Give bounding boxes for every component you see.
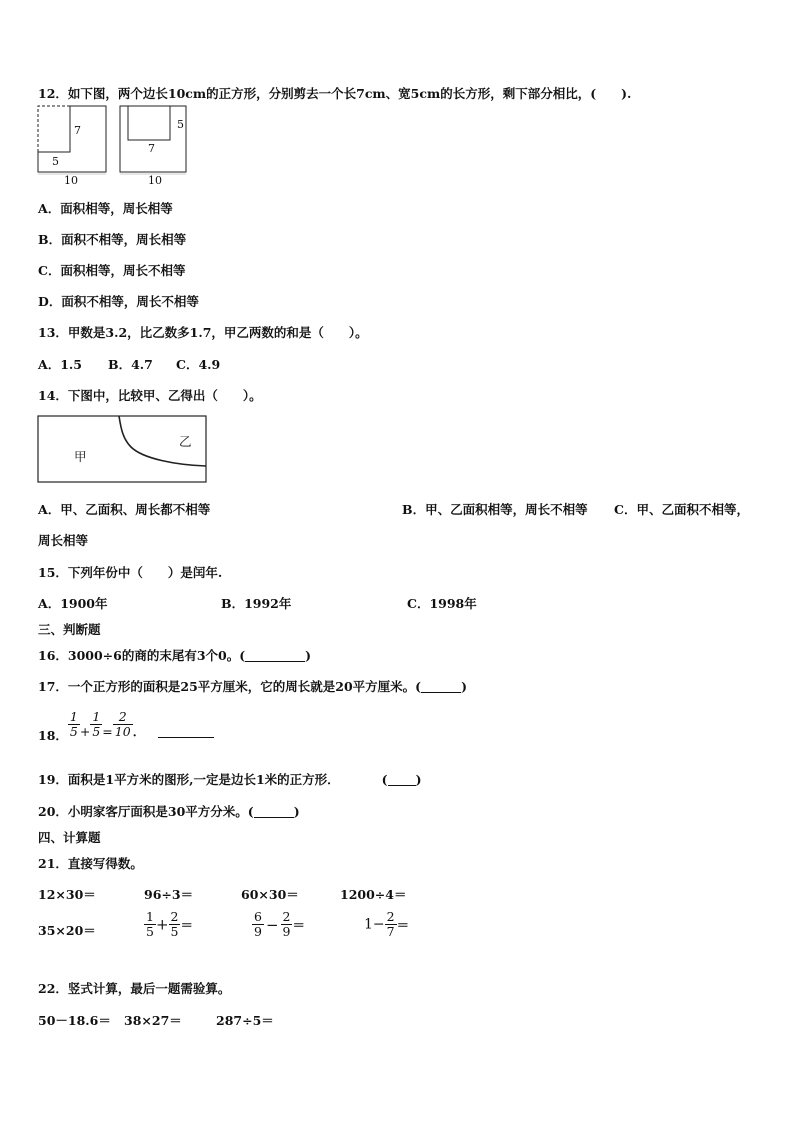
q15-option-b: B．1992年 bbox=[221, 596, 292, 611]
fig2-outer-square bbox=[120, 106, 186, 172]
q14-option-c: C．甲、乙面积不相等， bbox=[614, 502, 749, 517]
q16-answer-blank[interactable] bbox=[245, 649, 305, 662]
q21-expr-1: 12×30＝ bbox=[38, 887, 96, 902]
q13-option-a: A．1.5 bbox=[38, 357, 82, 372]
fig2-label-5: 5 bbox=[177, 118, 184, 131]
q14-option-b: B．甲、乙面积相等，周长不相等 bbox=[402, 502, 588, 517]
q20-answer-blank[interactable] bbox=[254, 805, 294, 818]
q22-item-3: 287÷5＝ bbox=[216, 1013, 274, 1028]
q12-option-a: A．面积相等，周长相等 bbox=[38, 201, 173, 216]
fig2-label-7: 7 bbox=[148, 142, 155, 155]
q15-option-c: C．1998年 bbox=[407, 596, 477, 611]
q22-stem: 22．竖式计算，最后一题需验算。 bbox=[38, 981, 231, 996]
fig1-label-5: 5 bbox=[52, 155, 59, 168]
q22-item-1: 50－18.6＝ bbox=[38, 1013, 111, 1028]
q19-stem: 19．面积是1平方米的图形,一定是边长1米的正方形． bbox=[38, 772, 340, 787]
fig1-dashed-cut bbox=[38, 106, 70, 152]
q22-item-2: 38×27＝ bbox=[124, 1013, 182, 1028]
fig1-remaining-shape bbox=[38, 106, 106, 172]
section-3-heading: 三、判断题 bbox=[38, 622, 101, 637]
q14-figure bbox=[37, 415, 209, 485]
q20-stem: 20．小明家客厅面积是30平方分米。( bbox=[38, 804, 254, 819]
q15-stem: 15．下列年份中（ ）是闰年. bbox=[38, 565, 223, 580]
q21-expr-3: 60×30＝ bbox=[241, 887, 299, 902]
fig1-label-10: 10 bbox=[64, 174, 78, 187]
q13-stem: 13．甲数是3.2，比乙数多1.7，甲乙两数的和是（ ）。 bbox=[38, 325, 368, 340]
q14-option-c-continued: 周长相等 bbox=[38, 533, 89, 548]
q18-plus: + bbox=[79, 724, 91, 739]
q21-expr-6: $\frac{1}{5}$ + $\frac{2}{5}$ ＝ bbox=[146, 909, 193, 939]
q12-stem: 12．如下图，两个边长10cm的正方形，分别剪去一个长7cm、宽5cm的长方形，剩下部分相比，( ). bbox=[38, 86, 632, 101]
q17-close: ) bbox=[461, 679, 468, 694]
q18-num: 18． bbox=[38, 728, 68, 743]
q17-answer-blank[interactable] bbox=[421, 680, 461, 693]
q12-option-d: D．面积不相等，周长不相等 bbox=[38, 294, 199, 309]
q18 bbox=[38, 710, 214, 744]
q18-fraction-1: $\frac{1}{5}$ bbox=[69, 709, 78, 739]
q14-dividing-curve bbox=[119, 416, 206, 466]
q17 bbox=[38, 677, 467, 695]
q18-equals: = bbox=[102, 724, 113, 739]
q18-dot: ． bbox=[132, 724, 146, 739]
q15-option-a: A．1900年 bbox=[38, 596, 108, 611]
q16 bbox=[38, 646, 311, 664]
q14-option-a: A．甲、乙面积、周长都不相等 bbox=[38, 502, 211, 517]
q19-close: ) bbox=[415, 772, 422, 787]
q21-expr-7: $\frac{6}{9}$ − $\frac{2}{9}$ ＝ bbox=[254, 909, 305, 939]
q21-expr-8: 1− $\frac{2}{7}$ ＝ bbox=[364, 909, 410, 939]
q21-expr-4: 1200÷4＝ bbox=[340, 887, 407, 902]
q18-fraction-2: $\frac{1}{5}$ bbox=[92, 709, 101, 739]
q21-stem: 21．直接写得数。 bbox=[38, 856, 143, 871]
fig2-label-10: 10 bbox=[148, 174, 162, 187]
q18-answer-blank[interactable] bbox=[158, 725, 214, 738]
q16-close: ) bbox=[305, 648, 312, 663]
q19 bbox=[38, 770, 422, 788]
q14-stem: 14．下图中，比较甲、乙得出（ ）。 bbox=[38, 388, 262, 403]
q21-expr-2: 96÷3＝ bbox=[144, 887, 194, 902]
q13-option-b: B．4.7 bbox=[108, 357, 153, 372]
q20-close: ) bbox=[293, 804, 300, 819]
q21-expr-5: 35×20＝ bbox=[38, 923, 96, 938]
q12-option-b: B．面积不相等，周长相等 bbox=[38, 232, 187, 247]
q20 bbox=[38, 802, 300, 820]
section-4-heading: 四、计算题 bbox=[38, 830, 101, 845]
q13-option-c: C．4.9 bbox=[176, 357, 221, 372]
q19-open: ( bbox=[381, 772, 388, 787]
q14-label-yi: 乙 bbox=[179, 434, 192, 449]
q16-stem: 16．3000÷6的商的末尾有3个0。( bbox=[38, 648, 246, 663]
q19-answer-blank[interactable] bbox=[388, 773, 416, 786]
q12-option-c: C．面积相等，周长不相等 bbox=[38, 263, 186, 278]
q14-label-jia: 甲 bbox=[74, 449, 87, 464]
q17-stem: 17．一个正方形的面积是25平方厘米，它的周长就是20平方厘米。( bbox=[38, 679, 422, 694]
q18-fraction-3: $\frac{2}{10}$ bbox=[114, 709, 131, 739]
fig1-label-7: 7 bbox=[74, 124, 81, 137]
